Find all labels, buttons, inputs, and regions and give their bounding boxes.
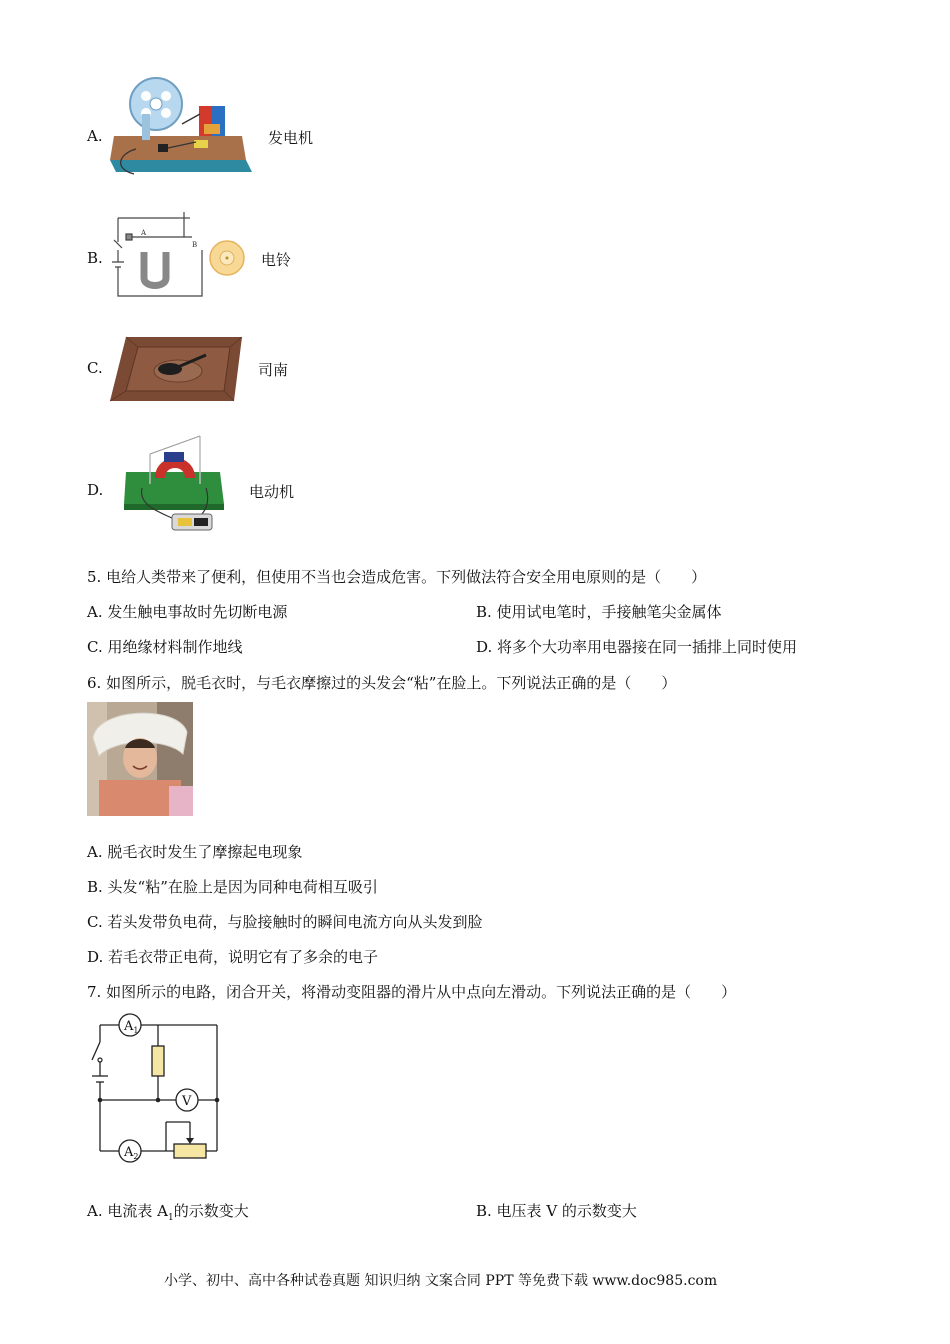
- option-letter: B.: [87, 249, 103, 267]
- option-caption: 电动机: [249, 483, 295, 501]
- option-b: B. 电压表 V 的示数变大: [476, 1202, 637, 1220]
- option-letter: D.: [87, 481, 104, 499]
- option-a: A. 电流表 $A_1$的示数变大: [87, 1202, 249, 1223]
- option-b: B. 头发“粘”在脸上是因为同种电荷相互吸引: [87, 878, 378, 896]
- electric-bell-picture: [108, 210, 250, 300]
- electric-motor-picture: [120, 428, 230, 538]
- circuit-diagram: [86, 1010, 226, 1168]
- voltmeter-label: V: [182, 1094, 192, 1109]
- svg-text:B: B: [192, 241, 198, 249]
- option-caption: 发电机: [268, 129, 314, 147]
- page-footer: 小学、初中、高中各种试卷真题 知识归纳 文案合同 PPT 等免费下载 www.doc985.com: [164, 1273, 718, 1289]
- sweater-photo: [87, 702, 193, 816]
- option-letter: C.: [87, 359, 103, 377]
- option-d: D. 若毛衣带正电荷，说明它有了多余的电子: [87, 948, 379, 966]
- svg-text:A: A: [141, 229, 147, 237]
- question-stem: 7. 如图所示的电路，闭合开关，将滑动变阻器的滑片从中点向左滑动。下列说法正确的是（ ）: [87, 983, 737, 1001]
- option-caption: 司南: [258, 361, 289, 379]
- option-c: C. 若头发带负电荷，与脸接触时的瞬间电流方向从头发到脸: [87, 913, 483, 931]
- ammeter-a1-label: $A_1$: [124, 1019, 139, 1035]
- option-a: A. 发生触电事故时先切断电源: [87, 603, 288, 621]
- option-c: C. 用绝缘材料制作地线: [87, 638, 243, 656]
- option-b: B. 使用试电笔时，手接触笔尖金属体: [476, 603, 722, 621]
- option-letter: A.: [87, 127, 103, 145]
- option-caption: 电铃: [261, 251, 292, 269]
- question-stem: 5. 电给人类带来了便利，但使用不当也会造成危害。下列做法符合安全用电原则的是（ ）: [87, 568, 707, 586]
- option-a: A. 脱毛衣时发生了摩擦起电现象: [87, 843, 303, 861]
- ammeter-a2-label: $A_2$: [124, 1145, 139, 1161]
- option-d: D. 将多个大功率用电器接在同一插排上同时使用: [476, 638, 798, 656]
- question-stem: 6. 如图所示，脱毛衣时，与毛衣摩擦过的头发会“粘”在脸上。下列说法正确的是（ ）: [87, 674, 677, 692]
- compass-sinan-picture: [108, 333, 246, 407]
- generator-picture: [106, 74, 254, 184]
